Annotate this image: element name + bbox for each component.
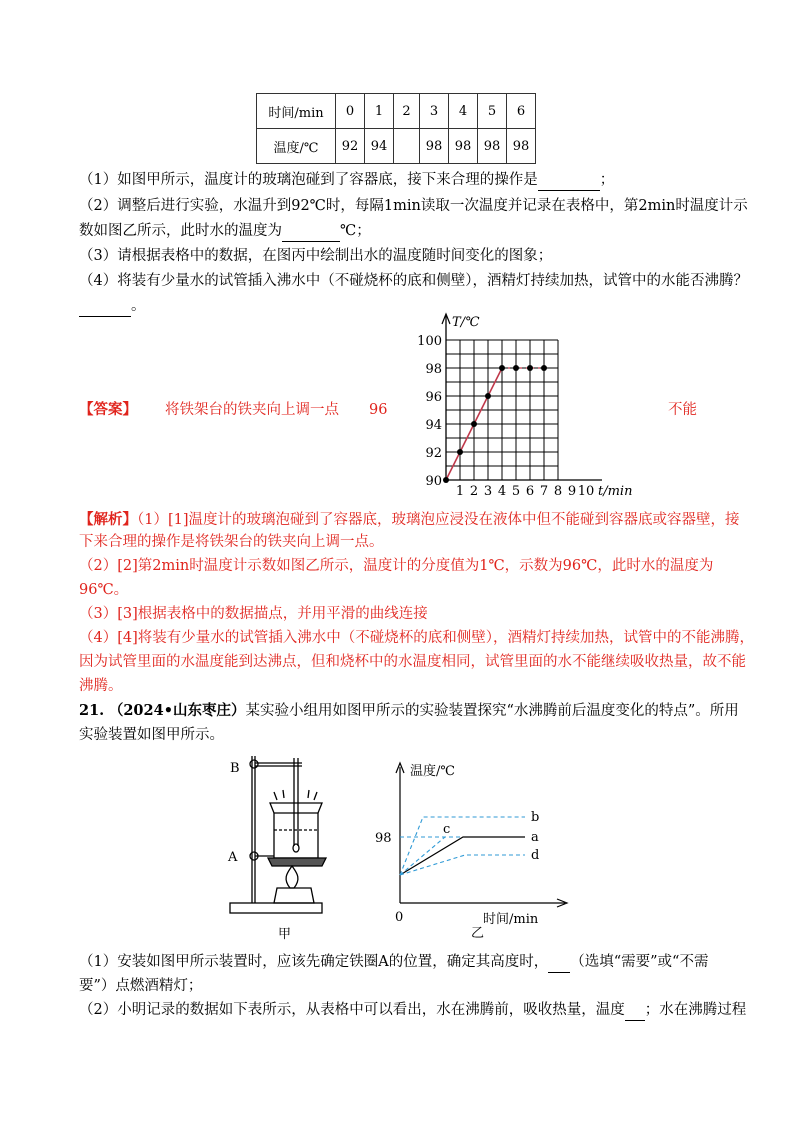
table-cell: 0 xyxy=(336,94,365,129)
data-point xyxy=(457,449,463,455)
curve-d xyxy=(400,855,525,875)
table-cell: 98 xyxy=(507,129,536,164)
temperature-time-graph xyxy=(410,310,650,505)
table-header-time: 时间/min xyxy=(257,94,336,129)
analysis-p1-text: （1）[1]温度计的玻璃泡碰到了容器底，玻璃泡应浸没在液体中但不能碰到容器底或容器壁，接 xyxy=(137,512,740,528)
analysis-p1-line1 xyxy=(79,510,740,530)
q2-unit2: 2min xyxy=(638,198,676,214)
question-2-line1 xyxy=(79,196,748,216)
analysis-p2-b: 时温度计示数如图乙所示，温度计的分度值为1℃，示数为96℃，此时水的温度为 xyxy=(189,558,714,574)
y-tick-label: 100 xyxy=(417,334,442,349)
analysis-p2-line2: 96℃。 xyxy=(79,582,129,598)
q21-2-text-a: （2）小明记录的数据如下表所示，从表格中可以看出，水在沸腾前，吸收热量，温度 xyxy=(79,1002,625,1018)
q4-end: 。 xyxy=(131,298,146,314)
analysis-p2-unit: 2min xyxy=(152,558,190,574)
y-tick-label: 92 xyxy=(425,446,442,461)
question-21-2 xyxy=(79,1000,746,1021)
analysis-p3: （3）[3]根据表格中的数据描点，并用平滑的曲线连接 xyxy=(79,606,428,622)
y-98-label: 98 xyxy=(375,831,392,846)
answer-3: 不能 xyxy=(668,402,697,418)
analysis-p2-line1 xyxy=(79,556,713,576)
flame xyxy=(286,866,298,888)
label-b: B xyxy=(230,761,240,776)
question-3: （3）请根据表格中的数据，在图丙中绘制出水的温度随时间变化的图象； xyxy=(79,248,553,264)
question-number: 21. xyxy=(79,702,105,719)
q2-text-c: 时温度计示 xyxy=(675,198,748,214)
question-21-1-line1 xyxy=(79,952,708,973)
analysis-p4-line1: （4）[4]将装有少量水的试管插入沸水中（不碰烧杯的底和侧壁），酒精灯持续加热，试管中的不能沸腾， xyxy=(79,630,755,646)
x-tick-label: 2 xyxy=(469,484,479,499)
stand-base xyxy=(230,903,322,913)
answer-1: 将铁架台的铁夹向上调一点 xyxy=(165,402,339,418)
q2-unit: 1min xyxy=(383,198,421,214)
question-source: （2024•山东枣庄） xyxy=(108,702,246,719)
steam-lines xyxy=(274,790,317,800)
q2-text-b: 读取一次温度并记录在表格中，第 xyxy=(420,198,639,214)
y-tick-label: 96 xyxy=(425,390,442,405)
table-cell: 94 xyxy=(365,129,394,164)
data-point xyxy=(499,365,505,371)
table-cell: 3 xyxy=(420,94,449,129)
clamp-knob xyxy=(250,760,258,768)
beaker xyxy=(274,813,318,858)
table-row xyxy=(257,129,536,164)
curve-c-label: c xyxy=(443,822,451,837)
x-tick-label: 4 xyxy=(497,484,507,499)
question-21-1-line2: 要”）点燃酒精灯； xyxy=(79,978,203,994)
table-cell: 2 xyxy=(394,94,420,129)
x-tick-label: 3 xyxy=(483,484,493,499)
answer-blank xyxy=(79,296,131,317)
analysis-p4-line3: 沸腾。 xyxy=(79,678,123,694)
answer-2: 96 xyxy=(369,402,388,418)
table-cell: 98 xyxy=(449,129,478,164)
x-tick-label: 8 xyxy=(553,484,563,499)
data-point xyxy=(513,365,519,371)
answer-blank xyxy=(282,221,340,242)
question-21-line1 xyxy=(79,701,739,721)
answer-blank xyxy=(625,1000,645,1021)
x-axis-label: t/min xyxy=(598,484,633,499)
data-table xyxy=(256,93,536,164)
x-tick-label: 9 xyxy=(567,484,577,499)
x-tick-label: 1 xyxy=(455,484,465,499)
gauze xyxy=(268,858,326,866)
table-cell: 1 xyxy=(365,94,394,129)
apparatus-figure xyxy=(222,748,332,943)
data-point xyxy=(443,477,449,483)
question-21-text: 某实验小组用如图甲所示的实验装置探究“水沸腾前后温度变化的特点”。所用 xyxy=(245,703,739,719)
question-4: （4）将装有少量水的试管插入沸水中（不碰烧杯的底和侧壁），酒精灯持续加热，试管中的水能否沸腾？ xyxy=(79,273,748,289)
table-cell: 4 xyxy=(449,94,478,129)
table-header-temp: 温度/℃ xyxy=(257,129,336,164)
q21-2-text-b: ；水在沸腾过程 xyxy=(644,1002,747,1018)
table-cell: 98 xyxy=(420,129,449,164)
q21-1-text-b: （选填“需要”或“不需 xyxy=(570,954,709,970)
q2-text-a: （2）调整后进行实验，水温升到92℃时，每隔 xyxy=(79,198,384,214)
q2-text-e: ℃； xyxy=(340,223,371,239)
analysis-p2-a: （2）[2]第 xyxy=(79,558,153,574)
graph-grid xyxy=(446,340,558,480)
alcohol-lamp xyxy=(274,888,314,903)
question-21-line2: 实验装置如图甲所示。 xyxy=(79,727,224,743)
curve-c xyxy=(400,837,445,875)
x-label: 时间/min xyxy=(483,912,539,927)
x-tick-label: 7 xyxy=(539,484,549,499)
curve-a-label: a xyxy=(531,830,539,845)
curve-b xyxy=(400,817,525,875)
table-cell: 98 xyxy=(478,129,507,164)
y-label: 温度/℃ xyxy=(410,764,455,779)
table-cell: 92 xyxy=(336,129,365,164)
data-point xyxy=(485,393,491,399)
analysis-p4-line2: 因为试管里面的水温度能到达沸点，但和烧杯中的水温度相同，试管里面的水不能继续吸收热量，故不能 xyxy=(79,654,746,670)
graph-axes xyxy=(442,314,602,480)
y-tick-label: 94 xyxy=(425,418,442,433)
q2-text-d: 数如图乙所示，此时水的温度为 xyxy=(79,223,282,239)
x-tick-label: 5 xyxy=(511,484,521,499)
table-cell: 6 xyxy=(507,94,536,129)
question-2-line2 xyxy=(79,221,371,242)
table-row xyxy=(257,94,536,129)
table-cell: 5 xyxy=(478,94,507,129)
answer-label: 【答案】 xyxy=(79,401,137,418)
question-4-blank-line xyxy=(79,296,146,317)
q21-1-text-a: （1）安装如图甲所示装置时，应该先确定铁圈A的位置，确定其高度时， xyxy=(79,954,549,970)
label-a: A xyxy=(228,850,238,865)
y-axis-label: T/℃ xyxy=(452,315,480,330)
data-point xyxy=(527,365,533,371)
figure-caption-yi: 乙 xyxy=(471,926,485,940)
figure-caption-jia: 甲 xyxy=(278,927,292,942)
question-1-text: （1）如图甲所示，温度计的玻璃泡碰到了容器底，接下来合理的操作是 xyxy=(79,172,538,188)
temperature-curves-figure xyxy=(375,755,575,940)
y-tick-label: 98 xyxy=(425,362,442,377)
y-tick-label: 90 xyxy=(425,474,442,489)
x-tick-label: 6 xyxy=(525,484,535,499)
analysis-label: 【解析】 xyxy=(79,511,137,528)
table-cell xyxy=(394,129,420,164)
question-1 xyxy=(79,170,614,191)
curve-b-label: b xyxy=(531,810,540,825)
analysis-p1-line2: 下来合理的操作是将铁架台的铁夹向上调一点。 xyxy=(79,534,384,550)
question-1-end: ； xyxy=(599,172,615,188)
origin-label: 0 xyxy=(395,910,404,925)
data-point xyxy=(541,365,547,371)
graph-tick-labels xyxy=(417,334,594,499)
answer-blank xyxy=(538,170,600,191)
curve-d-label: d xyxy=(531,848,540,863)
lid xyxy=(270,803,322,813)
answer-blank xyxy=(548,952,570,973)
data-point xyxy=(471,421,477,427)
x-tick-label: 10 xyxy=(577,484,595,499)
